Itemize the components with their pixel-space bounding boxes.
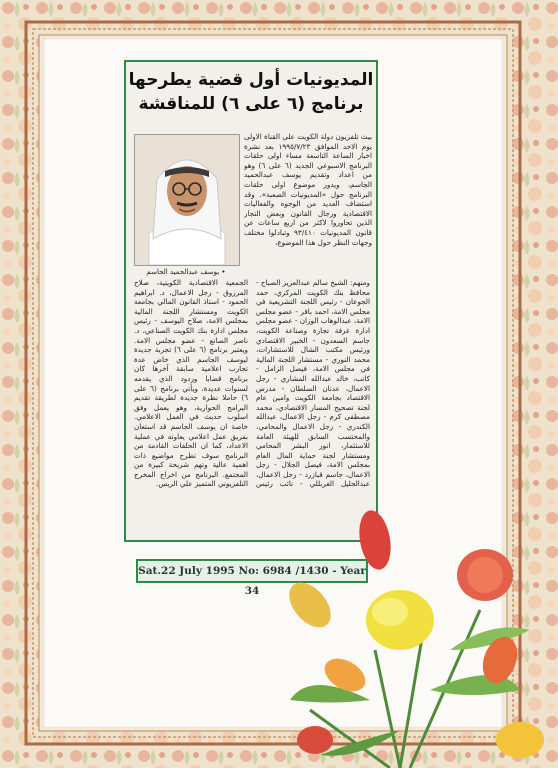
article-body-main: ومنهم: الشيخ سالم عبدالعزيز الصباح - محافظ بنك الكويت المركزي، حمد الجوعان - رئيس اللجنة التشريعية في مجلس الامة، احمد باقر - عضو مجلس الامة، عبدالوهاب الوزان - عضو مجلس ادارة غرفة تجارة وصناعة الكويت، جاسم السعدون - الخبير الاقتصادي ورئيس مكتب الشال للاستشارات، محمد النوري - مستشار اللجنة المالية في مجلس الامة، فيصل الزامل - كاتب، خالد عبدالله المشاري - رجل الاعمال، عدنان السلطان - مدرس الاقتصاد بجامعة الكويت وامين عام لجنة تصحيح المسار الاقتصادي، محمد مصطفى كرم - رجل الاعمال، عبدالله الكندري - رجل الاعمال والمحامي، والمحتسب السابق للهيئة العامة للاستثمار، انور البشر المحامي ومستشار لجنة حماية المال العام بمجلس الامة، فيصل الجلال - رجل الاعمال، جاسم قبازرد - رجل الاعمال، عبدالجليل الغربللي - نائب رئيس الجمعية الاقتصادية الكويتية، صلاح المرزوق - رجل الاعمال، د. ابراهيم الحمود - استاذ القانون المالي بجامعة الكويت ومستشار اللجنة المالية بمجلس الامة، صلاح اليوسف - رئيس مجلس ادارة بنك الكويت الصناعي، د. ناصر الصانع - عضو مجلس الامة. ويعتبر برنامج (٦ على ٦) تجربة جديدة ليوسف الجاسم الذي خاض عدة تجارب اعلامية سابقة آخرها كان برنامج قضايا وردود الذي يقدمه لسنوات عديدة، ويأتي برنامج (٦ على ٦) حاملا نظرة جديدة لطريقة تقديم البرامج الحوارية، وهو يعمل وفق اسلوب حديث في العمل الاعلامي. خاصة ان يوسف الجاسم قد استعان بفريق عمل اعلامي يعاونه في عملية الاعداد، كما ان الحلقات القادمة من البرنامج سوف تطرح مواضيع ذات اهمية عالية وتهم شريحة كبيرة من المجتمع. البرنامج من اخراج المخرج التلفزيوني المتميز علي الريس. [134, 278, 370, 489]
headline-line-2: برنامج (٦ على ٦) للمناقشة [138, 94, 364, 114]
newspaper-clipping [124, 60, 378, 542]
flower-bouquet-icon [250, 500, 550, 768]
headline-line-1: المديونيات أول قضية يطرحها [128, 70, 374, 90]
photo-caption: • يوسف عبدالحميد الجاسم [146, 268, 226, 276]
publication-dateline: Sat.22 July 1995 No: 6984 /1430 - Year 34 [136, 559, 368, 583]
article-body-intro: بيث تلفزيون دولة الكويت على القناة الاولى يوم الاحد الموافق ١٩٩٥/٧/٢٣ بعد نشرة اخبار الساعة التاسعة مساء اولى حلقات البرنامج الاسبوعي الجديد (٦ على ٦) وهو من اعداد وتقديم يوسف عبدالحميد الجاسم، ويدور موضوع اولى حلقات البرنامج حول «المديونيات الصعبة». وقد استضاف العديد من الوجوه والفعاليات الاقتصادية ورجال القانون وبعض التجار الذين تحاوروا لاكثر من اربع ساعات عن قانون المديونيات ٩٣/٤١٠ وتبادلوا مختلف وجهات النظر حول هذا الموضوع، [244, 132, 372, 247]
portrait-photo [134, 134, 240, 266]
article-headline [126, 68, 376, 116]
man-portrait-icon [135, 135, 239, 265]
